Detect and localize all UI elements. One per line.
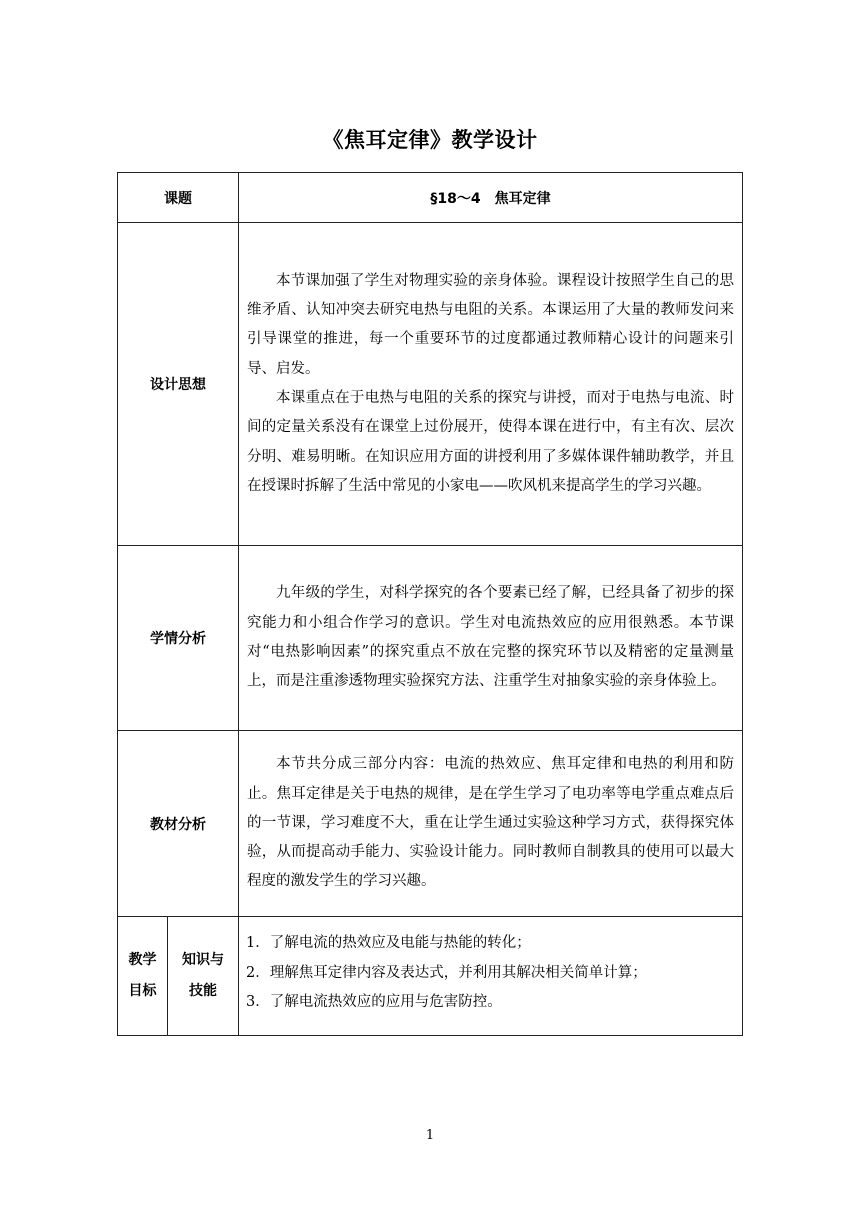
- goals-row: [118, 917, 743, 1036]
- section-label-textbook: 教材分析: [118, 731, 239, 917]
- section-label-design: 设计思想: [118, 223, 239, 546]
- section-content-students: [239, 546, 743, 731]
- paragraph: 本节课加强了学生对物理实验的亲身体验。课程设计按照学生自己的思维矛盾、认知冲突去研究电热与电阻的关系。本课运用了大量的教师发问来引导课堂的推进，每一个重要环节的过度都通过教师精心设计的问题来引导、启发。: [247, 272, 734, 377]
- section-label-students: 学情分析: [118, 546, 239, 731]
- goals-label-line: 目标: [128, 983, 157, 999]
- goal-item: 2．理解焦耳定律内容及表达式，并利用其解决相关简单计算；: [246, 964, 647, 981]
- goals-sublabel: [168, 917, 239, 1036]
- section-content-textbook: [239, 731, 743, 917]
- goal-item: 3．了解电流热效应的应用与危害防控。: [246, 994, 502, 1011]
- header-label: 课题: [118, 173, 239, 223]
- goal-item: 1．了解电流的热效应及电能与热能的转化；: [246, 935, 531, 952]
- goals-sublabel-line: 知识与: [182, 952, 224, 968]
- header-value: §18～4 焦耳定律: [239, 173, 743, 223]
- section-row-design: [118, 223, 743, 546]
- section-row-students: [118, 546, 743, 731]
- goals-sublabel-line: 技能: [189, 983, 217, 999]
- document-title: 《焦耳定律》教学设计: [322, 128, 538, 152]
- goals-content: [239, 917, 743, 1036]
- goals-label-line: 教学: [128, 952, 157, 968]
- paragraph: 九年级的学生，对科学探究的各个要素已经了解，已经具备了初步的探究能力和小组合作学习的意识。学生对电流热效应的应用很熟悉。本节课对“电热影响因素”的探究重点不放在完整的探究环节以及精密的定量测量上，而是注重渗透物理实验探究方法、注重学生对抽象实验的亲身体验上。: [247, 585, 734, 690]
- page-number: 1: [425, 1128, 435, 1143]
- header-row: [118, 173, 743, 223]
- section-row-textbook: [118, 731, 743, 917]
- goals-label: [118, 917, 168, 1036]
- section-content-design: [239, 223, 743, 546]
- paragraph: 本节共分成三部分内容：电流的热效应、焦耳定律和电热的利用和防止。焦耳定律是关于电热的规律，是在学生学习了电功率等电学重点难点后的一节课，学习难度不大，重在让学生通过实验这种学习方式，获得探究体验，从而提高动手能力、实验设计能力。同时教师自制教具的使用可以最大程度的激发学生的学习兴趣。: [247, 756, 734, 890]
- paragraph: 本课重点在于电热与电阻的关系的探究与讲授，而对于电热与电流、时间的定量关系没有在课堂上过份展开，使得本课在进行中，有主有次、层次分明、难易明晰。在知识应用方面的讲授利用了多媒体课件辅助教学，并且在授课时拆解了生活中常见的小家电——吹风机来提高学生的学习兴趣。: [247, 390, 734, 494]
- lesson-plan-table: [117, 172, 743, 1036]
